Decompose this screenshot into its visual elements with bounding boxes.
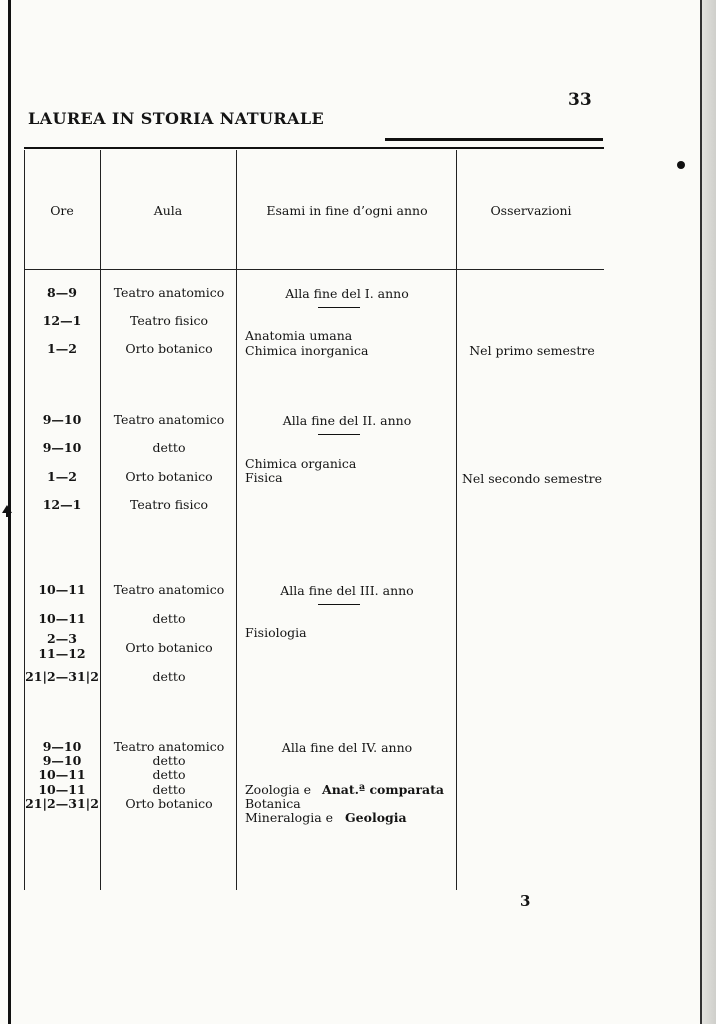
table-cell-aula: detto bbox=[152, 782, 186, 797]
observation-note: Nel primo semestre bbox=[469, 343, 595, 358]
exam-item: Chimica organica bbox=[245, 456, 357, 471]
column-header-ore: Ore bbox=[50, 203, 74, 218]
table-cell-ore: 9—10 bbox=[42, 412, 82, 427]
table-cell-ore: 9—10 bbox=[42, 753, 82, 768]
table-cell-ore: 9—10 bbox=[42, 440, 82, 455]
table-cell-aula: Orto botanico bbox=[125, 469, 213, 484]
table-cell-ore: 9—10 bbox=[42, 739, 82, 754]
column-header-osservazioni: Osservazioni bbox=[490, 203, 572, 218]
title-rule bbox=[385, 138, 603, 141]
exam-item: Fisiologia bbox=[245, 625, 307, 640]
year-heading: Alla fine del I. anno bbox=[285, 286, 409, 301]
table-cell-aula: detto bbox=[152, 753, 186, 768]
exam-item: Anat.ª comparata bbox=[322, 782, 445, 797]
heading-underline bbox=[318, 434, 360, 435]
heading-underline bbox=[318, 604, 360, 605]
table-cell-aula: detto bbox=[152, 440, 186, 455]
page-title: LAUREA IN STORIA NATURALE bbox=[28, 109, 325, 128]
year-heading: Alla fine del II. anno bbox=[282, 413, 412, 428]
table-top-rule bbox=[24, 147, 604, 149]
exam-item: Zoologia e bbox=[245, 782, 312, 797]
table-cell-ore: 10—11 bbox=[38, 611, 86, 626]
exam-item: Mineralogia e bbox=[245, 810, 334, 825]
page-right-edge bbox=[700, 0, 716, 1024]
table-cell-ore: 8—9 bbox=[47, 285, 77, 300]
table-cell-ore: 10—11 bbox=[38, 767, 86, 782]
heading-underline bbox=[318, 307, 360, 308]
table-cell-ore: 12—1 bbox=[42, 497, 82, 512]
column-divider bbox=[236, 150, 237, 890]
table-cell-aula: Teatro anatomico bbox=[113, 739, 225, 754]
column-header-aula: Aula bbox=[153, 203, 183, 218]
exam-item: Geologia bbox=[345, 810, 407, 825]
exam-item: Botanica bbox=[245, 796, 301, 811]
page-number: 33 bbox=[568, 90, 592, 110]
table-cell-aula: Teatro anatomico bbox=[113, 412, 225, 427]
table-cell-aula: Orto botanico bbox=[125, 341, 213, 356]
margin-arrow-icon bbox=[2, 505, 12, 517]
table-cell-ore: 21|2—31|2 bbox=[25, 796, 99, 811]
table-cell-ore: 1—2 bbox=[47, 469, 77, 484]
table-cell-aula: Teatro anatomico bbox=[113, 582, 225, 597]
table-cell-ore: 12—1 bbox=[42, 313, 82, 328]
table-cell-ore: 1—2 bbox=[47, 341, 77, 356]
table-cell-aula: Teatro anatomico bbox=[113, 285, 225, 300]
table-cell-ore: 10—11 bbox=[38, 582, 86, 597]
year-heading: Alla fine del III. anno bbox=[280, 583, 414, 598]
exam-item: Anatomia umana bbox=[245, 328, 353, 343]
signature-mark: 3 bbox=[520, 892, 531, 910]
table-header-rule bbox=[24, 269, 604, 270]
column-header-esami: Esami in fine d’ogni anno bbox=[266, 203, 428, 218]
table-cell-ore: 2—3 bbox=[47, 631, 77, 646]
ink-spot bbox=[677, 161, 685, 169]
table-cell-aula: Orto botanico bbox=[125, 796, 213, 811]
table-cell-ore: 11—12 bbox=[38, 646, 86, 661]
exam-item: Chimica inorganica bbox=[245, 343, 369, 358]
exam-item: Fisica bbox=[245, 470, 283, 485]
table-cell-ore: 10—11 bbox=[38, 782, 86, 797]
column-divider bbox=[456, 150, 457, 890]
table-cell-aula: detto bbox=[152, 669, 186, 684]
table-cell-aula: detto bbox=[152, 767, 186, 782]
table-cell-aula: Teatro fisico bbox=[130, 497, 208, 512]
observation-note: Nel secondo semestre bbox=[461, 471, 603, 486]
table-cell-ore: 21|2—31|2 bbox=[25, 669, 99, 684]
table-cell-aula: detto bbox=[152, 611, 186, 626]
table-cell-aula: Teatro fisico bbox=[130, 313, 208, 328]
year-heading: Alla fine del IV. anno bbox=[281, 740, 413, 755]
column-divider bbox=[100, 150, 101, 890]
table-cell-aula: Orto botanico bbox=[125, 640, 213, 655]
